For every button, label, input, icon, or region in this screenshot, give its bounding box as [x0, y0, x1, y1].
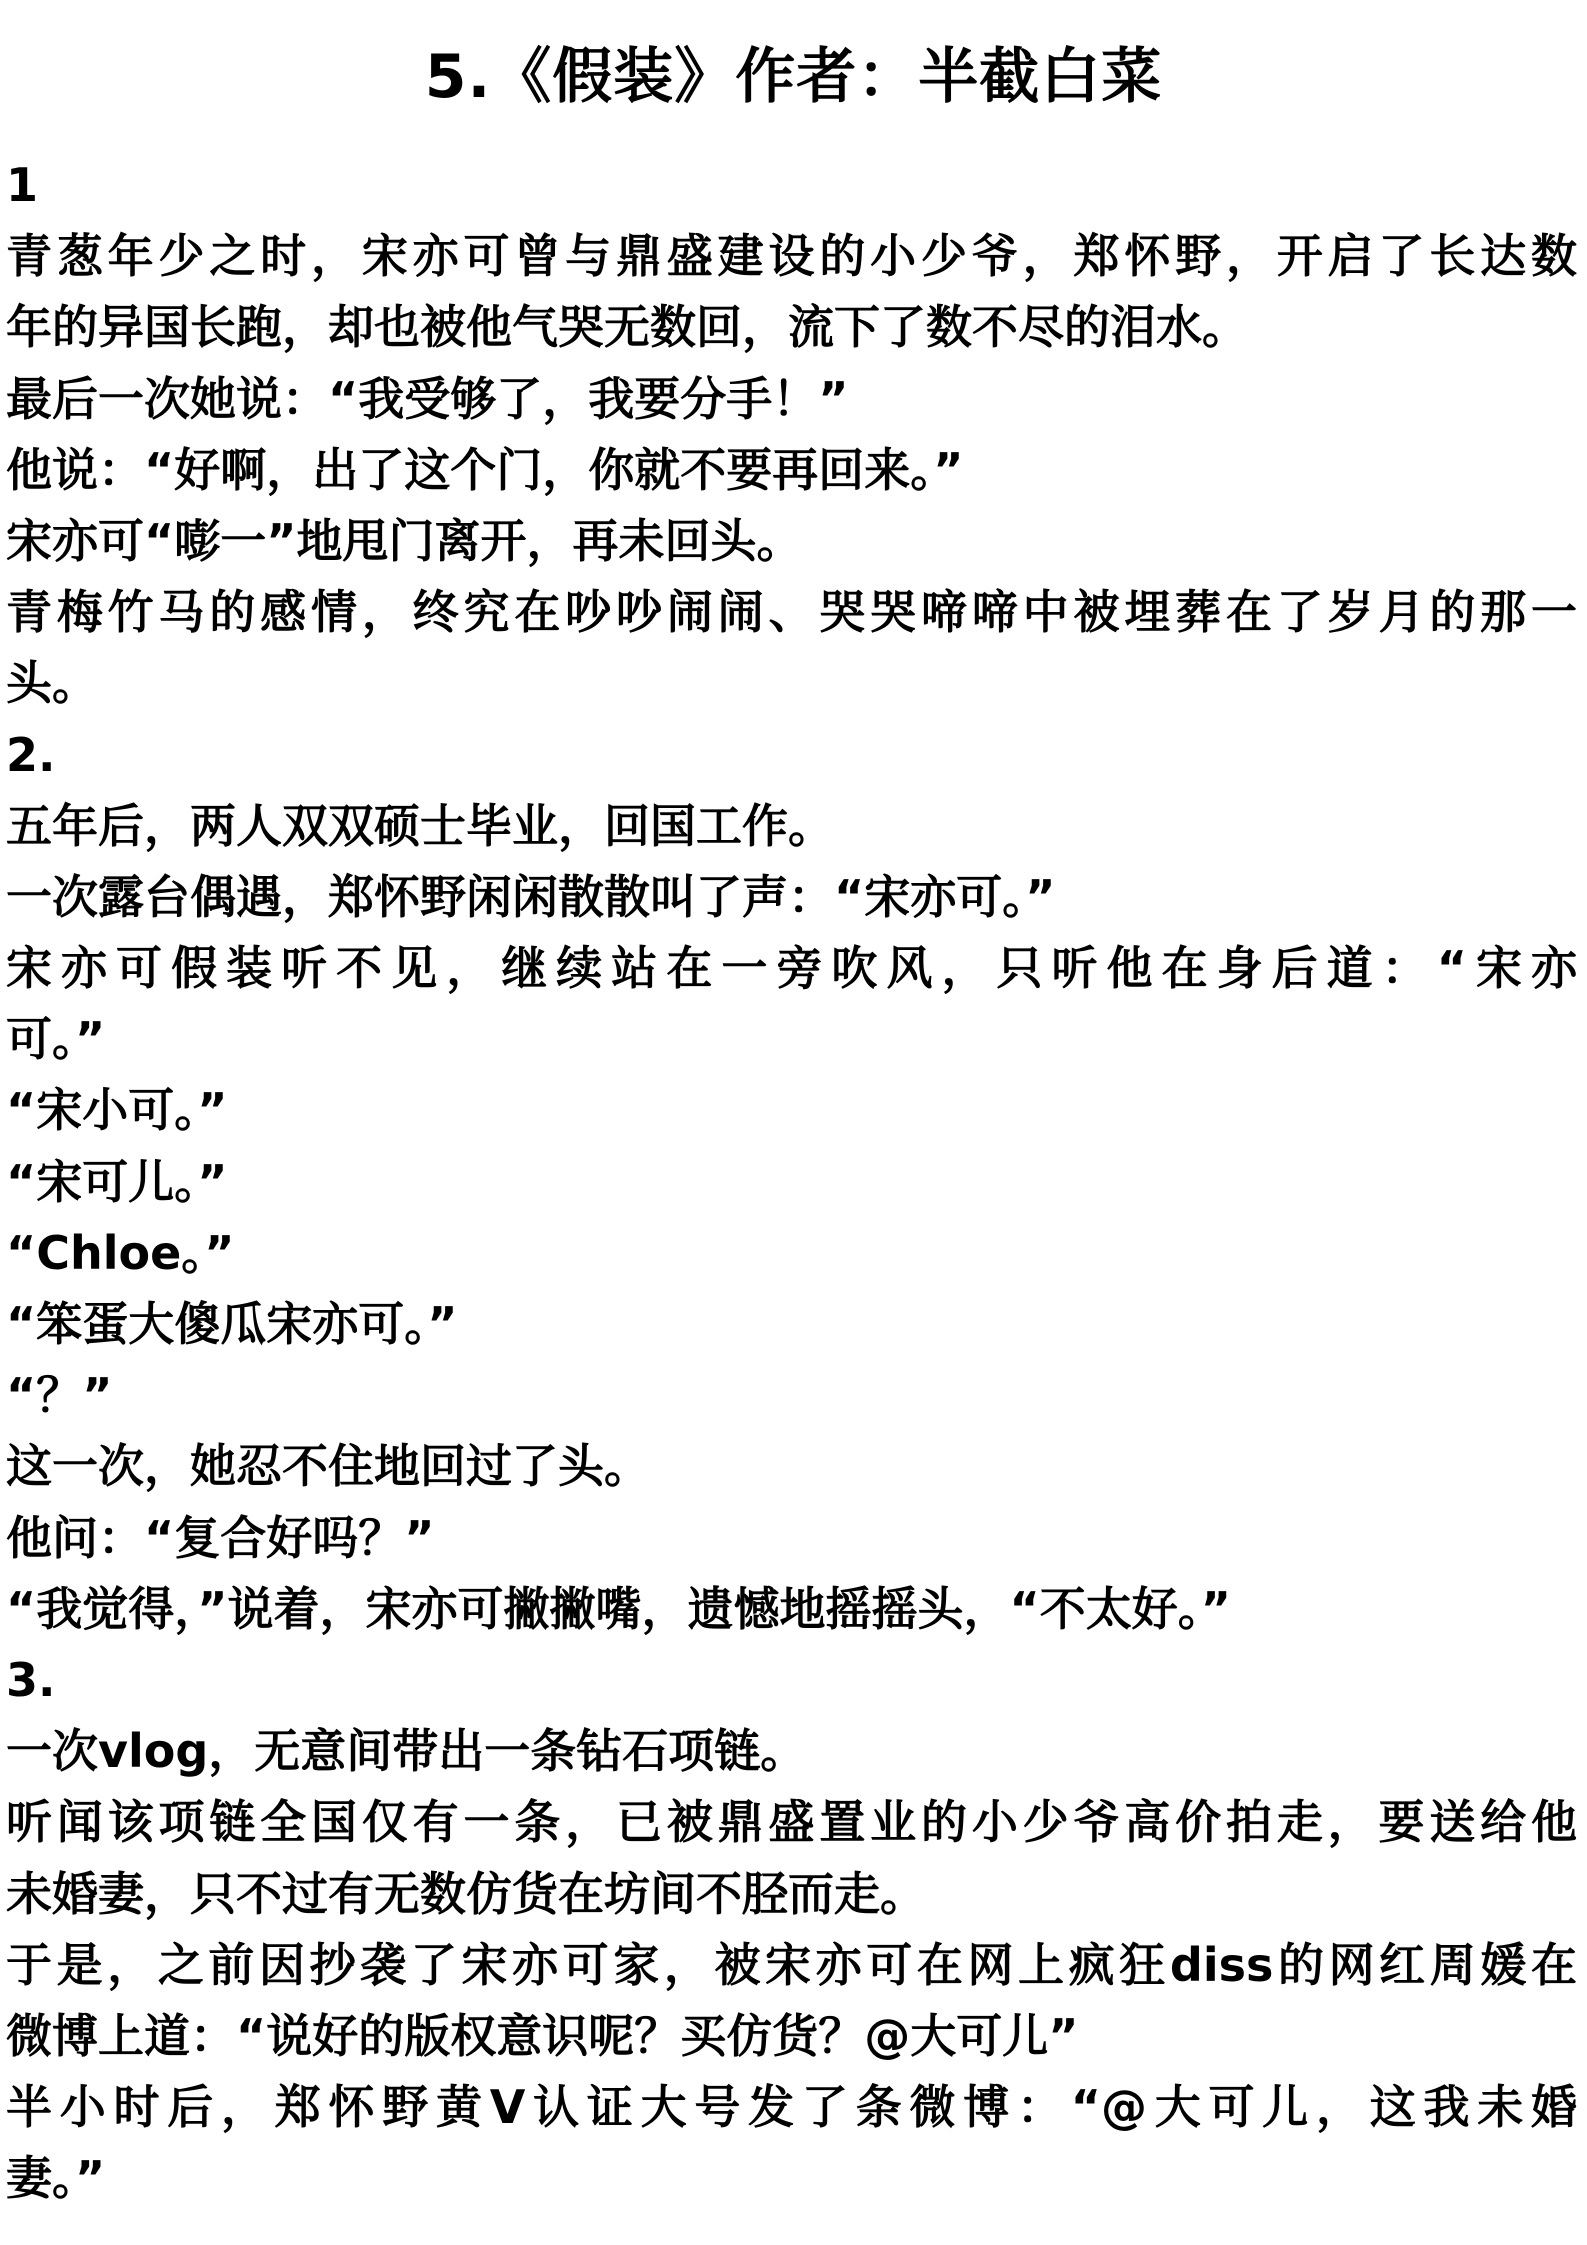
section-number: 2.: [6, 727, 56, 782]
document-body: [0, 150, 1587, 2214]
text-line: 五年后，两人双双硕士毕业，回国工作。: [6, 798, 834, 853]
text-line: “？”: [6, 1368, 113, 1423]
text-line: “宋可儿。”: [6, 1154, 228, 1209]
text-line: “笨蛋大傻瓜宋亦可。”: [6, 1297, 458, 1351]
text-line: 头。: [6, 656, 98, 711]
text-line: “宋小可。”: [6, 1083, 228, 1138]
text-line: 青葱年少之时，宋亦可曾与鼎盛建设的小少爷，郑怀野，开启了长达数: [6, 229, 1577, 284]
document-title: 5.《假装》作者：半截白菜: [424, 42, 1163, 112]
text-line: 于是，之前因抄袭了宋亦可家，被宋亦可在网上疯狂diss的网红周媛在: [6, 1937, 1577, 1992]
text-line: “我觉得，”说着，宋亦可撇撇嘴，遗憾地摇摇头，“不太好。”: [6, 1581, 1231, 1636]
text-line: 微博上道：“说好的版权意识呢？买仿货？@大可儿”: [6, 2008, 1079, 2063]
text-line: 半小时后，郑怀野黄V认证大号发了条微博：“@大可儿，这我未婚: [6, 2080, 1577, 2135]
text-line: 他说：“好啊，出了这个门，你就不要再回来。”: [6, 442, 964, 497]
text-line: 未婚妻，只不过有无数仿货在坊间不胫而走。: [6, 1866, 926, 1921]
section-number: 3.: [6, 1652, 56, 1707]
text-line: 1: [6, 158, 39, 212]
text-line: 一次露台偶遇，郑怀野闲闲散散叫了声：“宋亦可。”: [6, 869, 1056, 924]
text-line: 青梅竹马的感情，终究在吵吵闹闹、哭哭啼啼中被埋葬在了岁月的那一: [6, 585, 1577, 640]
text-line: 可。”: [6, 1012, 106, 1067]
text-line: 最后一次她说：“我受够了，我要分手！”: [6, 371, 849, 426]
text-line: 宋亦可“嘭一”地甩门离开，再未回头。: [6, 513, 803, 568]
text-line: 妻。”: [6, 2151, 106, 2206]
text-line: 宋亦可假装听不见，继续站在一旁吹风，只听他在身后道：“宋亦: [6, 941, 1577, 996]
text-line: 一次vlog，无意间带出一条钻石项链。: [6, 1724, 807, 1779]
text-line: 听闻该项链全国仅有一条，已被鼎盛置业的小少爷高价拍走，要送给他: [6, 1795, 1577, 1850]
text-line: “Chloe。”: [6, 1225, 235, 1280]
text-line: 年的异国长跑，却也被他气哭无数回，流下了数不尽的泪水。: [6, 300, 1248, 355]
text-line: 这一次，她忍不住地回过了头。: [6, 1439, 650, 1494]
text-line: 他问：“复合好吗？”: [6, 1510, 435, 1565]
